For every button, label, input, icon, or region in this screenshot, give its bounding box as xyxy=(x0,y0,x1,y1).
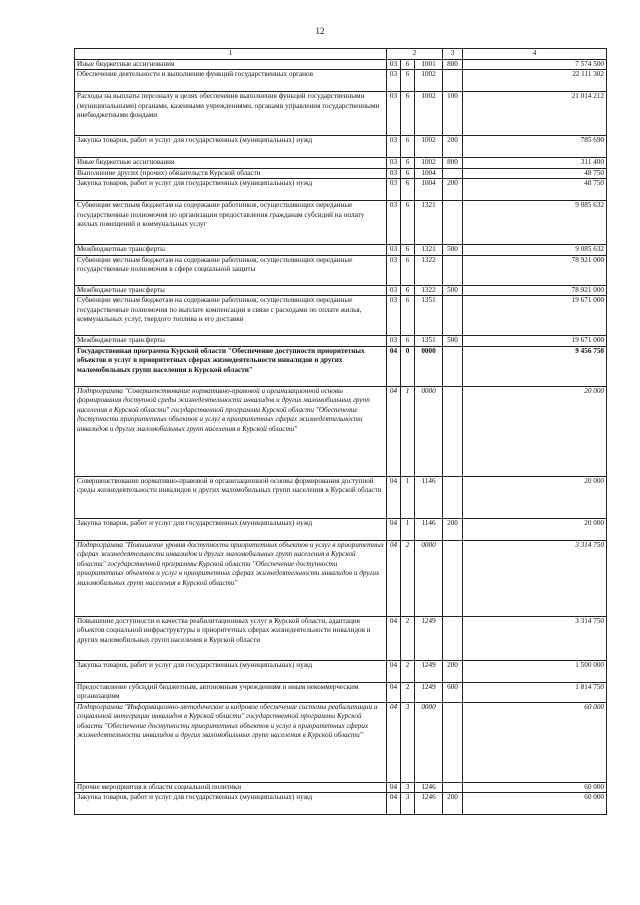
row-code-expense-type: 500 xyxy=(443,336,463,347)
row-amount: 21 014 212 xyxy=(463,92,607,136)
row-code-article: 1321 xyxy=(415,201,443,245)
row-name: Подпрограмма "Совершенствование нормативно-правовой и организационной основы формирования доступной среды жизнедеятельности инвалидов и других маломобильных групп населения в Курской области" государственной программы Курской области "Обеспечение доступности приоритетных объектов и услуг в приоритетных сферах жизнедеятельности инвалидов и других маломобильных групп населения в Курской области" xyxy=(75,386,387,476)
table-row xyxy=(75,136,607,158)
row-code-expense-type xyxy=(443,702,463,782)
row-name: Субвенции местным бюджетам на содержание работников, осуществляющих переданные государственные полномочия по выплате компенсации в связи с расходами по оплате жилья, коммунальных услуг, твердого топлива и его доставки xyxy=(75,296,387,336)
table-row xyxy=(75,660,607,682)
header-col-2: 2 xyxy=(387,49,443,60)
row-code-subsection: 2 xyxy=(401,540,415,616)
row-code-section: 04 xyxy=(387,540,401,616)
row-code-expense-type: 800 xyxy=(443,59,463,70)
header-col-3: 3 xyxy=(443,49,463,60)
row-code-subsection: 1 xyxy=(401,476,415,518)
row-code-subsection: 6 xyxy=(401,296,415,336)
table-row xyxy=(75,386,607,476)
row-name: Предоставление субсидий бюджетным, автономным учреждениям и иным некоммерческим организациям xyxy=(75,682,387,702)
row-amount: 20 000 xyxy=(463,476,607,518)
row-code-subsection: 6 xyxy=(401,285,415,296)
row-name: Закупка товаров, работ и услуг для государственных (муниципальных) нужд xyxy=(75,179,387,201)
row-amount: 20 000 xyxy=(463,386,607,476)
row-code-section: 04 xyxy=(387,793,401,815)
row-code-subsection: 3 xyxy=(401,782,415,793)
row-code-subsection: 1 xyxy=(401,518,415,540)
row-code-section: 03 xyxy=(387,336,401,347)
row-amount: 311 400 xyxy=(463,158,607,169)
row-code-expense-type xyxy=(443,540,463,616)
table-row xyxy=(75,59,607,70)
row-code-article: 1004 xyxy=(415,179,443,201)
row-code-section: 04 xyxy=(387,702,401,782)
row-code-subsection: 6 xyxy=(401,136,415,158)
row-code-section: 04 xyxy=(387,476,401,518)
row-code-article: 1002 xyxy=(415,70,443,92)
row-code-article: 1146 xyxy=(415,518,443,540)
row-code-expense-type: 500 xyxy=(443,245,463,256)
row-code-subsection: 6 xyxy=(401,70,415,92)
row-code-subsection: 1 xyxy=(401,386,415,476)
row-code-article: 1002 xyxy=(415,136,443,158)
row-code-section: 03 xyxy=(387,168,401,179)
row-code-expense-type: 800 xyxy=(443,158,463,169)
row-code-subsection: 6 xyxy=(401,59,415,70)
row-code-expense-type xyxy=(443,70,463,92)
row-code-subsection: 2 xyxy=(401,682,415,702)
row-code-section: 03 xyxy=(387,158,401,169)
row-name: Межбюджетные трансферты xyxy=(75,245,387,256)
header-col-4: 4 xyxy=(463,49,607,60)
row-code-article: 1004 xyxy=(415,168,443,179)
row-code-expense-type xyxy=(443,346,463,386)
table-row xyxy=(75,70,607,92)
table-row xyxy=(75,201,607,245)
row-name: Совершенствование нормативно-правовой и организационной основы формирования доступной среды жизнедеятельности инвалидов и других маломобильных групп населения в Курской области xyxy=(75,476,387,518)
row-code-expense-type: 200 xyxy=(443,518,463,540)
row-code-section: 04 xyxy=(387,782,401,793)
row-amount: 3 314 750 xyxy=(463,616,607,660)
row-code-section: 04 xyxy=(387,682,401,702)
row-code-subsection: 2 xyxy=(401,616,415,660)
row-name: Закупка товаров, работ и услуг для государственных (муниципальных) нужд xyxy=(75,136,387,158)
row-code-subsection: 3 xyxy=(401,793,415,815)
row-code-expense-type xyxy=(443,296,463,336)
row-name: Закупка товаров, работ и услуг для государственных (муниципальных) нужд xyxy=(75,518,387,540)
table-header-row xyxy=(75,49,607,60)
row-code-article: 1246 xyxy=(415,793,443,815)
table-row xyxy=(75,336,607,347)
row-code-section: 04 xyxy=(387,518,401,540)
row-code-section: 03 xyxy=(387,92,401,136)
row-amount: 1 500 000 xyxy=(463,660,607,682)
row-amount: 19 671 000 xyxy=(463,296,607,336)
row-name: Субвенции местным бюджетам на содержание работников, осуществляющих переданные государственные полномочия в сфере социальной защиты xyxy=(75,255,387,285)
row-code-expense-type: 200 xyxy=(443,793,463,815)
row-amount: 20 000 xyxy=(463,518,607,540)
table-row xyxy=(75,616,607,660)
row-code-subsection: 6 xyxy=(401,201,415,245)
table-row xyxy=(75,476,607,518)
row-code-section: 03 xyxy=(387,296,401,336)
row-name: Прочие мероприятия в области социальной политики xyxy=(75,782,387,793)
row-code-expense-type xyxy=(443,255,463,285)
row-code-section: 03 xyxy=(387,285,401,296)
row-name: Иные бюджетные ассигнования xyxy=(75,59,387,70)
row-code-expense-type: 500 xyxy=(443,285,463,296)
row-code-section: 03 xyxy=(387,70,401,92)
budget-table xyxy=(74,48,607,815)
row-code-article: 1351 xyxy=(415,296,443,336)
row-amount: 78 921 000 xyxy=(463,285,607,296)
row-code-section: 04 xyxy=(387,616,401,660)
row-code-article: 1002 xyxy=(415,92,443,136)
row-amount: 60 000 xyxy=(463,782,607,793)
row-name: Расходы на выплаты персоналу в целях обеспечения выполнения функций государственными (муниципальными) органами, казенными учреждениями, органами управления государственными внебюджетными фондами xyxy=(75,92,387,136)
row-code-subsection: 3 xyxy=(401,702,415,782)
row-amount: 1 814 750 xyxy=(463,682,607,702)
table-row xyxy=(75,255,607,285)
table-row xyxy=(75,346,607,386)
row-code-article: 0000 xyxy=(415,386,443,476)
row-amount: 3 314 750 xyxy=(463,540,607,616)
row-name: Обеспечение деятельности и выполнение функций государственных органов xyxy=(75,70,387,92)
row-code-section: 04 xyxy=(387,346,401,386)
row-code-subsection: 2 xyxy=(401,660,415,682)
row-code-subsection: 6 xyxy=(401,245,415,256)
row-code-expense-type: 200 xyxy=(443,179,463,201)
row-amount: 48 750 xyxy=(463,179,607,201)
row-amount: 78 921 000 xyxy=(463,255,607,285)
row-code-expense-type xyxy=(443,386,463,476)
row-code-section: 04 xyxy=(387,660,401,682)
row-code-expense-type xyxy=(443,616,463,660)
row-amount: 19 671 000 xyxy=(463,336,607,347)
row-code-subsection: 6 xyxy=(401,158,415,169)
row-amount: 48 750 xyxy=(463,168,607,179)
row-code-article: 0000 xyxy=(415,702,443,782)
row-code-article: 1002 xyxy=(415,158,443,169)
row-code-section: 04 xyxy=(387,386,401,476)
row-amount: 60 000 xyxy=(463,793,607,815)
row-code-article: 1322 xyxy=(415,285,443,296)
row-code-expense-type: 100 xyxy=(443,92,463,136)
row-code-expense-type xyxy=(443,201,463,245)
row-amount: 7 574 500 xyxy=(463,59,607,70)
table-row xyxy=(75,296,607,336)
row-amount: 9 085 632 xyxy=(463,245,607,256)
row-code-article: 1246 xyxy=(415,782,443,793)
table-body xyxy=(75,59,607,815)
row-name: Государственная программа Курской области "Обеспечение доступности приоритетных объектов и услуг в приоритетных сферах жизнедеятельности инвалидов и других маломобильных групп населения в Курской области" xyxy=(75,346,387,386)
table-row xyxy=(75,245,607,256)
row-code-subsection: 6 xyxy=(401,255,415,285)
row-code-article: 1321 xyxy=(415,245,443,256)
row-name: Подпрограмма "Повышение уровня доступности приоритетных объектов и услуг в приоритетных сферах жизнедеятельности инвалидов и других маломобильных групп населения в Курской области" государственной программы Курской области "Обеспечение доступности приоритетных объектов и услуг в приоритетных сферах жизнедеятельности инвалидов и других маломобильных групп населения в Курской области" xyxy=(75,540,387,616)
table-row xyxy=(75,158,607,169)
table-row xyxy=(75,168,607,179)
row-code-section: 03 xyxy=(387,179,401,201)
row-name: Повышение доступности и качества реабилитационных услуг в Курской области, адаптация объектов социальной инфраструктуры в приоритетных сферах жизнедеятельности инвалидов и других маломобильных групп населения в Курской области xyxy=(75,616,387,660)
row-code-expense-type xyxy=(443,476,463,518)
row-name: Межбюджетные трансферты xyxy=(75,285,387,296)
row-name: Закупка товаров, работ и услуг для государственных (муниципальных) нужд xyxy=(75,793,387,815)
table-row xyxy=(75,540,607,616)
row-code-subsection: 6 xyxy=(401,179,415,201)
header-col-1: 1 xyxy=(75,49,387,60)
row-code-expense-type: 200 xyxy=(443,136,463,158)
row-code-article: 1351 xyxy=(415,336,443,347)
table-row xyxy=(75,682,607,702)
row-amount: 22 111 302 xyxy=(463,70,607,92)
table-row xyxy=(75,285,607,296)
page-number: 12 xyxy=(315,26,325,36)
row-code-expense-type: 200 xyxy=(443,660,463,682)
row-code-article: 1249 xyxy=(415,682,443,702)
row-name: Подпрограмма "Информационно-методическое и кадровое обеспечение системы реабилитации и социальной интеграции инвалидов в Курской области" государственной программы Курской области "Обеспечение доступности приоритетных объектов и услуг в приоритетных сферах жизнедеятельности инвалидов и других маломобильных групп населения в Курской области" xyxy=(75,702,387,782)
row-code-subsection: 6 xyxy=(401,92,415,136)
table-row xyxy=(75,179,607,201)
row-name: Закупка товаров, работ и услуг для государственных (муниципальных) нужд xyxy=(75,660,387,682)
row-code-article: 1249 xyxy=(415,616,443,660)
row-code-section: 03 xyxy=(387,245,401,256)
row-code-article: 1322 xyxy=(415,255,443,285)
row-name: Субвенции местным бюджетам на содержание работников, осуществляющих переданные государственные полномочия по организации предоставления гражданам субсидий на оплату жилых помещений и коммунальных услуг xyxy=(75,201,387,245)
row-amount: 9 456 750 xyxy=(463,346,607,386)
row-code-article: 0000 xyxy=(415,540,443,616)
row-name: Выполнение других (прочих) обязательств Курской области xyxy=(75,168,387,179)
row-amount: 9 085 632 xyxy=(463,201,607,245)
table-row xyxy=(75,92,607,136)
row-amount: 785 690 xyxy=(463,136,607,158)
table-row xyxy=(75,702,607,782)
row-code-article: 1001 xyxy=(415,59,443,70)
row-code-expense-type xyxy=(443,782,463,793)
row-code-section: 03 xyxy=(387,255,401,285)
row-code-article: 1249 xyxy=(415,660,443,682)
row-name: Межбюджетные трансферты xyxy=(75,336,387,347)
row-code-expense-type: 600 xyxy=(443,682,463,702)
row-code-subsection: 6 xyxy=(401,336,415,347)
row-name: Иные бюджетные ассигнования xyxy=(75,158,387,169)
row-code-section: 03 xyxy=(387,136,401,158)
row-code-section: 03 xyxy=(387,201,401,245)
table-row xyxy=(75,518,607,540)
row-amount: 60 000 xyxy=(463,702,607,782)
row-code-article: 0000 xyxy=(415,346,443,386)
row-code-expense-type xyxy=(443,168,463,179)
table-row xyxy=(75,793,607,815)
row-code-subsection: 6 xyxy=(401,168,415,179)
row-code-subsection: 0 xyxy=(401,346,415,386)
table-row xyxy=(75,782,607,793)
row-code-section: 03 xyxy=(387,59,401,70)
row-code-article: 1146 xyxy=(415,476,443,518)
